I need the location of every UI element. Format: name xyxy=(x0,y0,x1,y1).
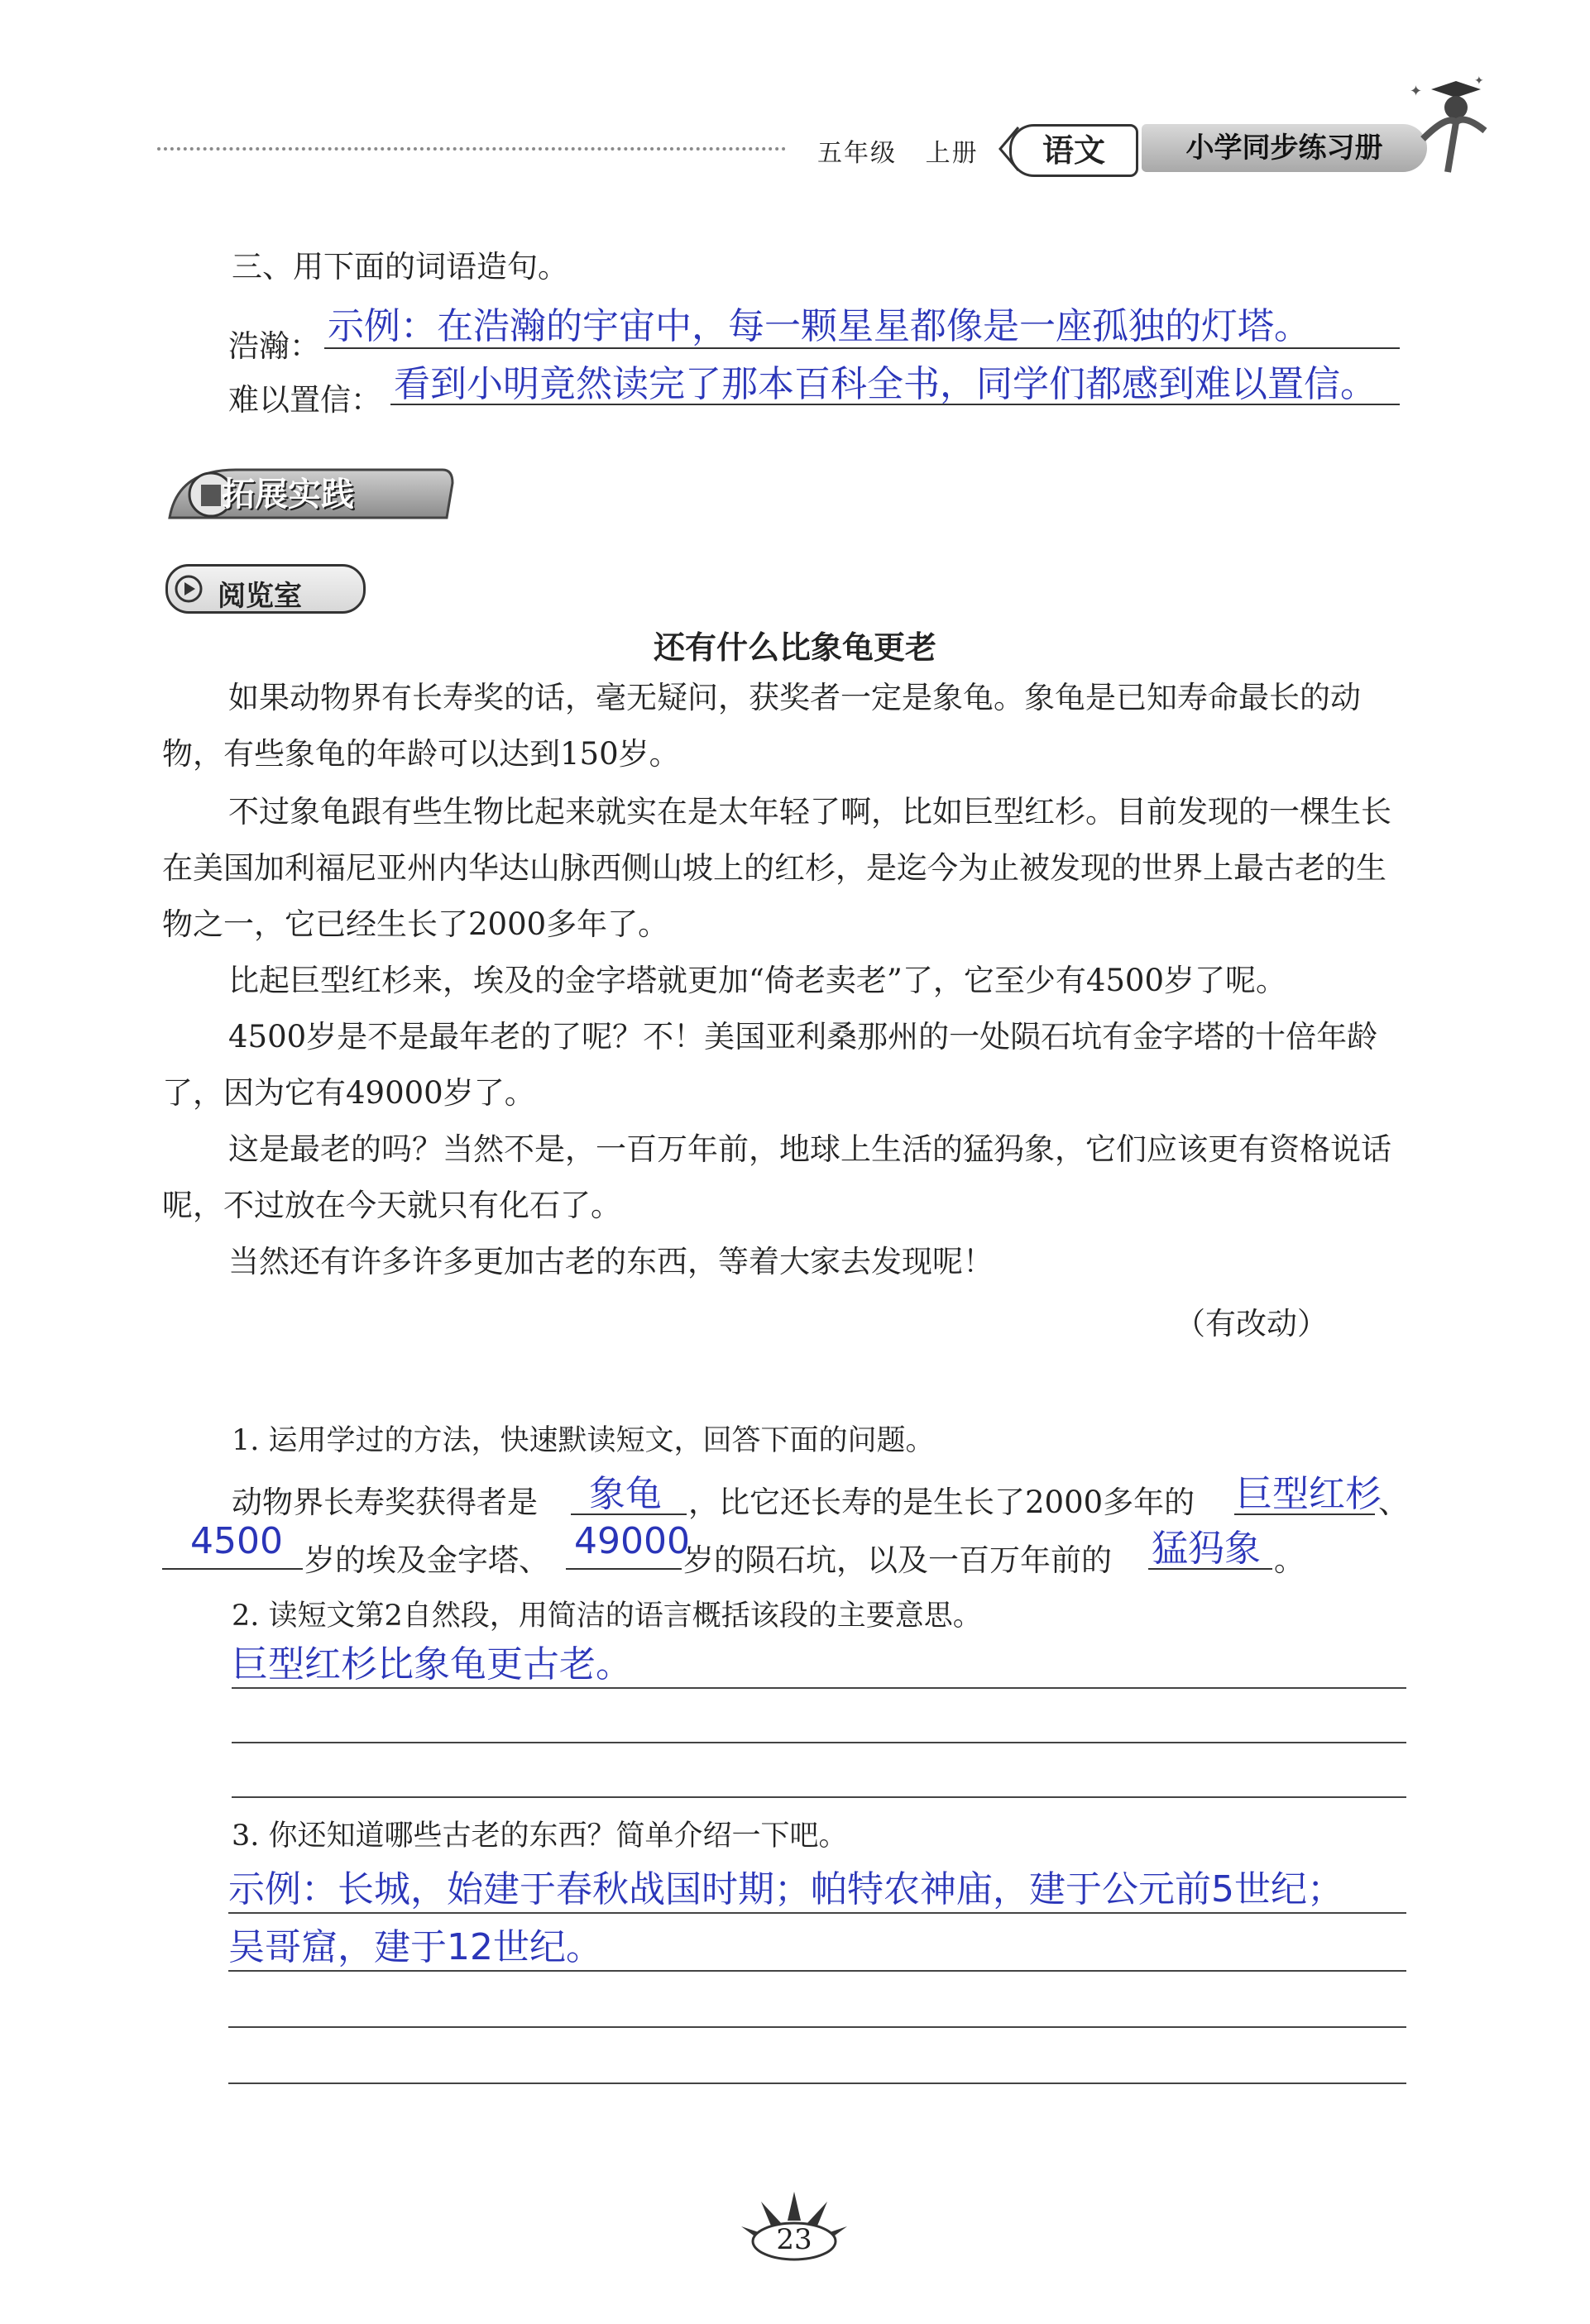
word-haohan-label: 浩瀚： xyxy=(228,328,320,364)
book-title: 小学同步练习册 xyxy=(1142,124,1427,172)
answer-nanyizhixin: 看到小明竟然读完了那本百科全书，同学们都感到难以置信。 xyxy=(394,363,1377,405)
article-paragraph: 这是最老的吗？当然不是，一百万年前，地球上生活的猛犸象，它们应该更有资格说话呢，不过放在今天就只有化石了。 xyxy=(162,1131,1391,1223)
q1-text: 动物界长寿奖获得者是 xyxy=(232,1485,538,1520)
article-paragraph: 比起巨型红杉来，埃及的金字塔就更加“倚老卖老”了，它至少有4500岁了呢。 xyxy=(228,963,1286,998)
blank-line xyxy=(566,1568,682,1570)
answer-line xyxy=(324,347,1400,349)
answer-line xyxy=(228,2026,1406,2028)
q1-answer-2: 巨型红杉 xyxy=(1236,1473,1382,1515)
q2-answer: 巨型红杉比象龟更古老。 xyxy=(232,1643,632,1686)
q1-text: 。 xyxy=(1274,1542,1305,1578)
article-paragraph: 当然还有许多许多更加古老的东西，等着大家去发现呢！ xyxy=(228,1244,994,1279)
play-triangle-icon xyxy=(175,575,203,603)
answer-line xyxy=(390,404,1400,405)
article-paragraph: 不过象龟跟有些生物比起来就实在是太年轻了啊，比如巨型红杉。目前发现的一棵生长在美国加利福尼亚州内华达山脉西侧山坡上的红杉，是迄今为止被发现的世界上最古老的生物之一，它已经生长了2000多年了。 xyxy=(162,794,1391,942)
word-nanyizhixin-label: 难以置信： xyxy=(228,382,381,418)
q1-text: 岁的埃及金字塔、 xyxy=(304,1542,549,1578)
reading-room-tag xyxy=(165,564,366,614)
answer-line xyxy=(232,1796,1406,1798)
graduate-mascot-icon xyxy=(1398,73,1489,189)
answer-line xyxy=(228,1912,1406,1914)
q1-answer-4: 49000 xyxy=(574,1520,690,1562)
svg-text:✦: ✦ xyxy=(1410,83,1423,100)
page-number: 23 xyxy=(776,2223,812,2256)
answer-line xyxy=(232,1687,1406,1689)
q1-text: 、 xyxy=(1378,1485,1409,1520)
q1-answer-3: 4500 xyxy=(190,1520,283,1562)
header-grade: 五年级 上册 xyxy=(817,139,979,168)
question-1-prompt: 1. 运用学过的方法，快速默读短文，回答下面的问题。 xyxy=(232,1424,935,1457)
blank-line xyxy=(162,1568,303,1570)
article-title: 还有什么比象龟更老 xyxy=(653,629,936,666)
q1-text: 岁的陨石坑，以及一百万年前的 xyxy=(683,1542,1112,1578)
q3-answer-line1: 示例：长城，始建于春秋战国时期；帕特农神庙，建于公元前5世纪； xyxy=(228,1868,1343,1910)
page-number-badge xyxy=(736,2183,852,2266)
reading-room-label: 阅览室 xyxy=(218,580,302,613)
svg-text:✦: ✦ xyxy=(1474,74,1484,88)
q1-text: ，比它还长寿的是生长了2000多年的 xyxy=(688,1485,1195,1520)
answer-line xyxy=(232,1742,1406,1743)
banner-title: 拓展实践 xyxy=(222,476,354,514)
q1-answer-5: 猛犸象 xyxy=(1152,1528,1261,1570)
question-3-prompt: 3. 你还知道哪些古老的东西？简单介绍一下吧。 xyxy=(232,1820,848,1853)
answer-line xyxy=(228,2083,1406,2084)
article-paragraph: 如果动物界有长寿奖的话，毫无疑问，获奖者一定是象龟。象龟是已知寿命最长的动物，有些象龟的年龄可以达到150岁。 xyxy=(162,680,1361,772)
answer-line xyxy=(228,1970,1406,1972)
header-dotted-rule xyxy=(157,147,786,151)
subject-tag: 语文 xyxy=(1009,124,1138,177)
article-source-note: （有改动） xyxy=(1175,1306,1328,1341)
question-2-prompt: 2. 读短文第2自然段，用简洁的语言概括该段的主要意思。 xyxy=(232,1600,982,1633)
section3-title: 三、用下面的词语造句。 xyxy=(232,249,568,285)
article-paragraph: 4500岁是不是最年老的了呢？不！美国亚利桑那州的一处陨石坑有金字塔的十倍年龄了，因为它有49000岁了。 xyxy=(162,1019,1378,1111)
q3-answer-line2: 吴哥窟，建于12世纪。 xyxy=(228,1926,602,1968)
answer-haohan: 示例：在浩瀚的宇宙中，每一颗星星都像是一座孤独的灯塔。 xyxy=(328,305,1310,347)
q1-answer-1: 象龟 xyxy=(589,1473,662,1515)
